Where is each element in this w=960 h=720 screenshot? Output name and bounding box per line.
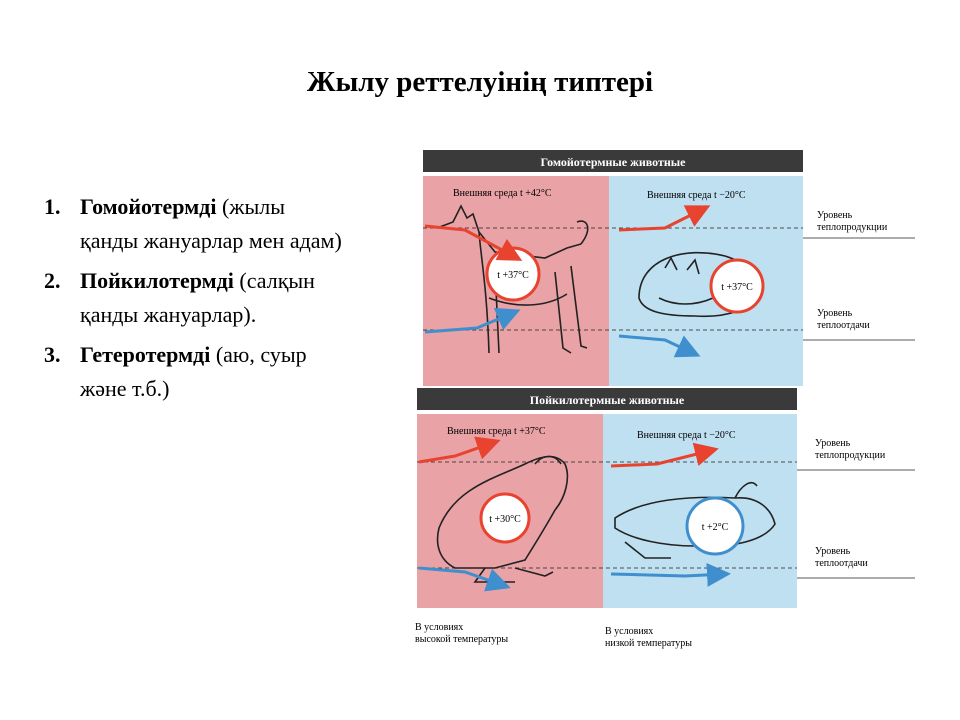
level-label: Уровень — [817, 308, 853, 319]
top-header-text: Гомойотермные животные — [540, 155, 686, 169]
level-label: теплопродукции — [817, 222, 888, 233]
level-label: теплоотдачи — [815, 558, 868, 569]
list-term: Гетеротермді — [80, 342, 211, 367]
thermoregulation-figure — [395, 148, 920, 658]
list-item — [44, 190, 344, 258]
figure-svg — [395, 148, 920, 658]
body-temp-label: t +37°C — [721, 282, 753, 293]
list-number: 3. — [44, 342, 61, 367]
level-label: Уровень — [815, 546, 851, 557]
list-item — [44, 264, 344, 332]
level-label: теплоотдачи — [817, 320, 870, 331]
level-label: Уровень — [817, 210, 853, 221]
env-label: Внешняя среда t −20°C — [647, 190, 746, 201]
body-temp-label: t +2°C — [701, 522, 729, 533]
list-text: (жылы қанды жануарлар мен адам) — [80, 194, 342, 253]
env-label: Внешняя среда t +37°C — [447, 426, 546, 437]
list-number: 1. — [44, 194, 61, 219]
body-temp-label: t +37°C — [497, 270, 529, 281]
caption: высокой температуры — [415, 634, 509, 645]
list-term: Пойкилотермді — [80, 268, 234, 293]
heat-loss-arrow — [611, 574, 725, 576]
list-term: Гомойотермді — [80, 194, 217, 219]
level-label: Уровень — [815, 438, 851, 449]
level-label: теплопродукции — [815, 450, 886, 461]
list-text: (аю, суыр және т.б.) — [80, 342, 307, 401]
list-number: 2. — [44, 268, 61, 293]
env-label: Внешняя среда t +42°C — [453, 188, 552, 199]
caption: В условиях — [415, 622, 464, 633]
caption: В условиях — [605, 626, 654, 637]
list-item — [44, 338, 344, 406]
bullet-list — [44, 190, 344, 412]
body-temp-label: t +30°C — [489, 514, 521, 525]
caption: низкой температуры — [605, 638, 692, 649]
list-text: (салқын қанды жануарлар). — [80, 268, 315, 327]
slide-title: Жылу реттелуінің типтері — [306, 66, 654, 98]
env-label: Внешняя среда t −20°C — [637, 430, 736, 441]
cold-panel-top — [609, 176, 803, 386]
bottom-header-text: Пойкилотермные животные — [529, 393, 685, 407]
